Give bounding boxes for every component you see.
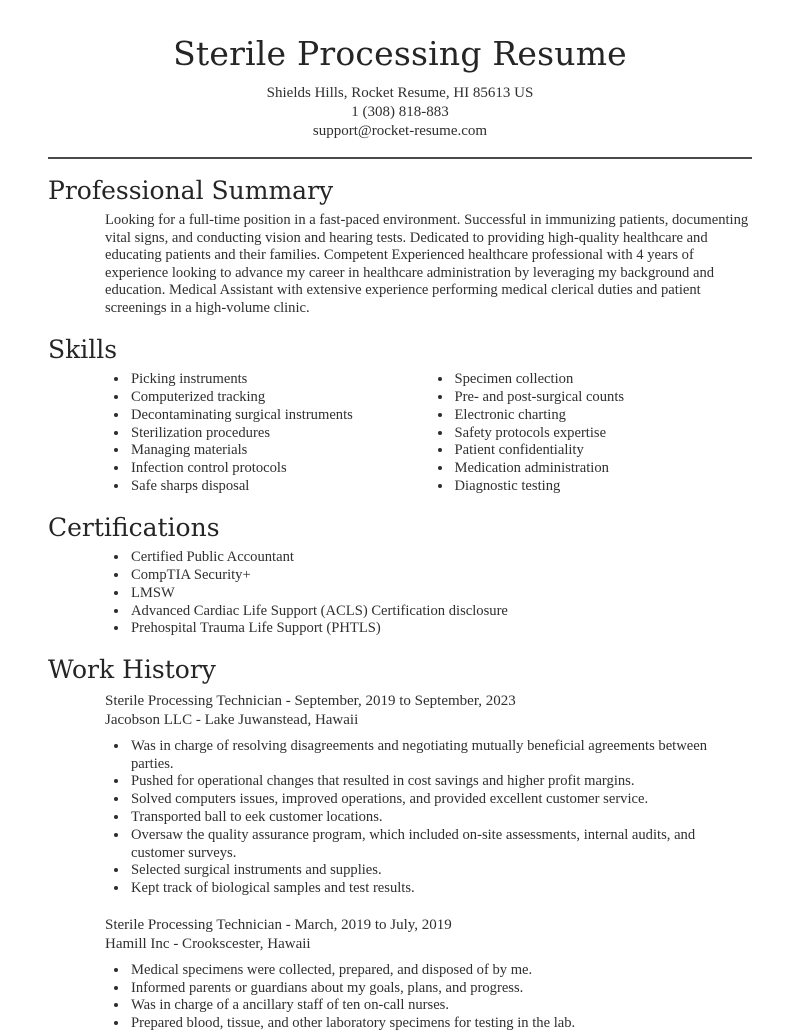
certifications-heading: Certifications bbox=[48, 512, 220, 542]
job-bullet-item: • Kept track of biological samples and test results. bbox=[129, 880, 752, 898]
skill-item: • Decontaminating surgical instruments bbox=[129, 407, 429, 425]
professional-summary-text: Looking for a full-time position in a fast-paced environment. Successful in immunizing patients, documenting vital signs, and conducting vision and hearing tests. Dedicated to providing high-quality healthcare and educating patients and their families. Competent Experienced healthcare professional with 4 years of experience looking to advance my career in healthcare administration by leveraging my background and education. Medical Assistant with extensive experience performing medical clerical duties and patient screenings in a high-volume clinic. bbox=[105, 212, 749, 317]
job-title-line: Sterile Processing Technician - September, 2019 to September, 2023 bbox=[105, 692, 516, 709]
job-bullet-item: • Transported ball to eek customer locations. bbox=[129, 809, 752, 827]
skill-item: • Pre- and post-surgical counts bbox=[453, 389, 753, 407]
section-skills bbox=[48, 336, 752, 496]
certification-item: • Certified Public Accountant bbox=[129, 549, 752, 567]
skills-heading: Skills bbox=[48, 334, 118, 364]
skill-item: • Safety protocols expertise bbox=[453, 425, 753, 443]
job-company-line: Jacobson LLC - Lake Juwanstead, Hawaii bbox=[105, 711, 359, 728]
certification-item: • LMSW bbox=[129, 585, 752, 603]
job-bullet-item: • Pushed for operational changes that resulted in cost savings and higher profit margins. bbox=[129, 773, 752, 791]
skill-item: • Infection control protocols bbox=[129, 460, 429, 478]
job-bullet-item: • Prepared blood, tissue, and other laboratory specimens for testing in the lab. bbox=[129, 1015, 752, 1033]
job-bullet-item: • Was in charge of resolving disagreements and negotiating mutually beneficial agreements between parties. bbox=[129, 738, 752, 774]
job-company-line: Hamill Inc - Crookscester, Hawaii bbox=[105, 935, 311, 952]
job-bullet-item: • Medical specimens were collected, prepared, and disposed of by me. bbox=[129, 962, 752, 980]
contact-phone: 1 (308) 818-883 bbox=[351, 103, 449, 120]
job-bullet-item: • Was in charge of a ancillary staff of ten on-call nurses. bbox=[129, 997, 752, 1015]
contact-block bbox=[48, 84, 752, 141]
job-entry bbox=[48, 692, 752, 898]
certifications-list bbox=[105, 549, 752, 638]
work-history-heading: Work History bbox=[48, 655, 216, 685]
skill-item: • Managing materials bbox=[129, 442, 429, 460]
skill-item: • Electronic charting bbox=[453, 407, 753, 425]
certification-item: • CompTIA Security+ bbox=[129, 567, 752, 585]
job-bullet-item: • Solved computers issues, improved operations, and provided excellent customer service. bbox=[129, 791, 752, 809]
professional-summary-heading: Professional Summary bbox=[48, 175, 334, 205]
job-bullet-item: • Selected surgical instruments and supplies. bbox=[129, 862, 752, 880]
job-bullet-list bbox=[105, 738, 752, 898]
contact-email: support@rocket-resume.com bbox=[312, 122, 488, 139]
page-title: Sterile Processing Resume bbox=[173, 34, 627, 73]
skill-item: • Computerized tracking bbox=[129, 389, 429, 407]
skill-item: • Safe sharps disposal bbox=[129, 478, 429, 496]
skill-item: • Medication administration bbox=[453, 460, 753, 478]
header-divider bbox=[48, 157, 752, 159]
resume-header bbox=[48, 34, 752, 141]
skills-list-right bbox=[429, 371, 753, 496]
skill-item: • Diagnostic testing bbox=[453, 478, 753, 496]
skills-list-left bbox=[105, 371, 429, 496]
section-certifications bbox=[48, 514, 752, 638]
section-work-history bbox=[48, 656, 752, 1033]
job-entry bbox=[48, 916, 752, 1033]
certification-item: • Prehospital Trauma Life Support (PHTLS) bbox=[129, 620, 752, 638]
skill-item: • Sterilization procedures bbox=[129, 425, 429, 443]
contact-address: Shields Hills, Rocket Resume, HI 85613 US bbox=[266, 84, 534, 101]
job-bullet-list bbox=[105, 962, 752, 1033]
job-bullet-item: • Informed parents or guardians about my goals, plans, and progress. bbox=[129, 980, 752, 998]
skill-item: • Patient confidentiality bbox=[453, 442, 753, 460]
skill-item: • Picking instruments bbox=[129, 371, 429, 389]
certification-item: • Advanced Cardiac Life Support (ACLS) Certification disclosure bbox=[129, 603, 752, 621]
section-professional-summary bbox=[48, 177, 752, 318]
skill-item: • Specimen collection bbox=[453, 371, 753, 389]
skills-columns bbox=[105, 371, 752, 496]
job-bullet-item: • Oversaw the quality assurance program, which included on-site assessments, internal audits, and customer surveys. bbox=[129, 827, 752, 863]
job-title-line: Sterile Processing Technician - March, 2019 to July, 2019 bbox=[105, 916, 452, 933]
